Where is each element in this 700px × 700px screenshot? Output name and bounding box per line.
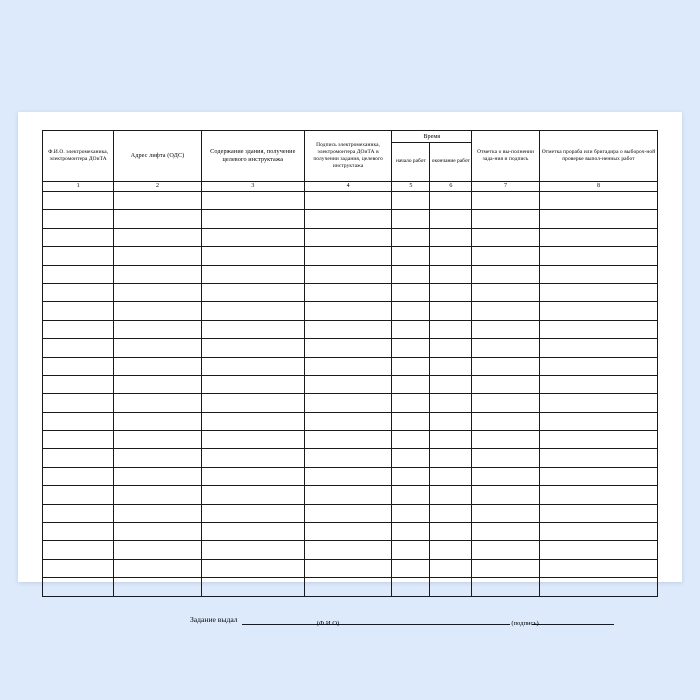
column-header-6: окончание работ bbox=[430, 143, 472, 182]
table-cell[interactable] bbox=[539, 192, 657, 210]
table-cell[interactable] bbox=[114, 357, 201, 375]
table-cell[interactable] bbox=[472, 210, 540, 228]
table-cell[interactable] bbox=[472, 339, 540, 357]
table-cell[interactable] bbox=[392, 228, 430, 246]
table-cell[interactable] bbox=[43, 228, 114, 246]
table-cell[interactable] bbox=[472, 394, 540, 412]
table-cell[interactable] bbox=[43, 541, 114, 559]
table-row bbox=[43, 192, 658, 210]
table-cell[interactable] bbox=[392, 339, 430, 357]
table-cell[interactable] bbox=[392, 283, 430, 301]
column-header-7: Отметка о вы-полнении зада-ния и подпись bbox=[472, 131, 540, 182]
table-cell[interactable] bbox=[539, 339, 657, 357]
table-row bbox=[43, 265, 658, 283]
table-cell[interactable] bbox=[539, 467, 657, 485]
table-cell[interactable] bbox=[304, 302, 391, 320]
table-cell[interactable] bbox=[392, 320, 430, 338]
table-cell[interactable] bbox=[114, 394, 201, 412]
table-cell[interactable] bbox=[43, 578, 114, 596]
table-cell[interactable] bbox=[114, 578, 201, 596]
document-sheet bbox=[18, 112, 682, 627]
table-cell[interactable] bbox=[472, 504, 540, 522]
task-issued-label: Задание выдал bbox=[190, 614, 238, 624]
column-number-4: 4 bbox=[304, 182, 391, 192]
table-cell[interactable] bbox=[539, 247, 657, 265]
table-cell[interactable] bbox=[539, 504, 657, 522]
table-cell[interactable] bbox=[114, 486, 201, 504]
table-cell[interactable] bbox=[392, 559, 430, 577]
table-cell[interactable] bbox=[114, 302, 201, 320]
table-cell[interactable] bbox=[472, 357, 540, 375]
table-cell[interactable] bbox=[43, 210, 114, 228]
table-cell[interactable] bbox=[472, 412, 540, 430]
table-cell[interactable] bbox=[392, 247, 430, 265]
table-cell[interactable] bbox=[430, 210, 472, 228]
table-cell[interactable] bbox=[430, 523, 472, 541]
table-cell[interactable] bbox=[43, 339, 114, 357]
table-cell[interactable] bbox=[304, 265, 391, 283]
table-cell[interactable] bbox=[43, 265, 114, 283]
fio-caption: (Ф И О) bbox=[316, 619, 340, 627]
table-cell[interactable] bbox=[539, 559, 657, 577]
table-cell[interactable] bbox=[201, 431, 304, 449]
table-cell[interactable] bbox=[472, 486, 540, 504]
table-cell[interactable] bbox=[304, 431, 391, 449]
table-cell[interactable] bbox=[430, 283, 472, 301]
table-cell[interactable] bbox=[430, 320, 472, 338]
table-cell[interactable] bbox=[304, 357, 391, 375]
table-cell[interactable] bbox=[430, 559, 472, 577]
table-cell[interactable] bbox=[472, 467, 540, 485]
table-cell[interactable] bbox=[430, 431, 472, 449]
table-cell[interactable] bbox=[472, 265, 540, 283]
header-row-numbers bbox=[43, 182, 658, 192]
table-cell[interactable] bbox=[430, 228, 472, 246]
table-cell[interactable] bbox=[114, 541, 201, 559]
table-cell[interactable] bbox=[392, 375, 430, 393]
table-cell[interactable] bbox=[430, 265, 472, 283]
table-cell[interactable] bbox=[114, 339, 201, 357]
table-cell[interactable] bbox=[114, 375, 201, 393]
table-cell[interactable] bbox=[472, 228, 540, 246]
table-cell[interactable] bbox=[430, 541, 472, 559]
table-cell[interactable] bbox=[114, 192, 201, 210]
table-cell[interactable] bbox=[392, 357, 430, 375]
table-head bbox=[43, 131, 658, 192]
table-cell[interactable] bbox=[472, 559, 540, 577]
column-number-5: 5 bbox=[392, 182, 430, 192]
table-cell[interactable] bbox=[539, 357, 657, 375]
table-cell[interactable] bbox=[201, 486, 304, 504]
footer-signature-area bbox=[42, 601, 658, 655]
table-cell[interactable] bbox=[430, 394, 472, 412]
table-cell[interactable] bbox=[304, 449, 391, 467]
table-cell[interactable] bbox=[430, 486, 472, 504]
table-cell[interactable] bbox=[392, 467, 430, 485]
table-cell[interactable] bbox=[430, 339, 472, 357]
column-header-2: Адрес лифта (ОДС) bbox=[114, 131, 201, 182]
table-cell[interactable] bbox=[43, 247, 114, 265]
table-row bbox=[43, 302, 658, 320]
footer-captions bbox=[42, 620, 658, 627]
table-cell[interactable] bbox=[304, 247, 391, 265]
signature-caption: (подпись) bbox=[511, 619, 539, 627]
table-cell[interactable] bbox=[43, 375, 114, 393]
table-row bbox=[43, 357, 658, 375]
table-cell[interactable] bbox=[43, 467, 114, 485]
table-cell[interactable] bbox=[430, 247, 472, 265]
column-number-3: 3 bbox=[201, 182, 304, 192]
table-cell[interactable] bbox=[304, 467, 391, 485]
table-cell[interactable] bbox=[43, 559, 114, 577]
table-cell[interactable] bbox=[472, 375, 540, 393]
table-cell[interactable] bbox=[201, 247, 304, 265]
table-cell[interactable] bbox=[201, 467, 304, 485]
table-cell[interactable] bbox=[201, 210, 304, 228]
table-cell[interactable] bbox=[392, 431, 430, 449]
sheet-content bbox=[42, 130, 658, 627]
table-cell[interactable] bbox=[114, 523, 201, 541]
table-cell[interactable] bbox=[201, 192, 304, 210]
table-cell[interactable] bbox=[539, 486, 657, 504]
table-cell[interactable] bbox=[430, 578, 472, 596]
table-cell[interactable] bbox=[430, 357, 472, 375]
table-cell[interactable] bbox=[392, 412, 430, 430]
column-group-header-time: Время bbox=[392, 131, 472, 143]
table-cell[interactable] bbox=[201, 302, 304, 320]
table-cell[interactable] bbox=[430, 375, 472, 393]
table-cell[interactable] bbox=[114, 265, 201, 283]
table-cell[interactable] bbox=[114, 449, 201, 467]
table-cell[interactable] bbox=[472, 541, 540, 559]
table-cell[interactable] bbox=[43, 486, 114, 504]
table-cell[interactable] bbox=[43, 302, 114, 320]
table-cell[interactable] bbox=[304, 541, 391, 559]
table-cell[interactable] bbox=[114, 412, 201, 430]
table-cell[interactable] bbox=[472, 523, 540, 541]
table-cell[interactable] bbox=[43, 357, 114, 375]
table-cell[interactable] bbox=[43, 320, 114, 338]
table-cell[interactable] bbox=[201, 394, 304, 412]
table-row bbox=[43, 283, 658, 301]
table-cell[interactable] bbox=[392, 449, 430, 467]
table-cell[interactable] bbox=[392, 210, 430, 228]
table-cell[interactable] bbox=[392, 265, 430, 283]
table-cell[interactable] bbox=[201, 559, 304, 577]
table-cell[interactable] bbox=[430, 192, 472, 210]
column-number-2: 2 bbox=[114, 182, 201, 192]
table-cell[interactable] bbox=[539, 265, 657, 283]
table-row bbox=[43, 228, 658, 246]
table-cell[interactable] bbox=[539, 412, 657, 430]
table-cell[interactable] bbox=[539, 578, 657, 596]
table-cell[interactable] bbox=[539, 302, 657, 320]
table-row bbox=[43, 578, 658, 596]
table-row bbox=[43, 504, 658, 522]
table-cell[interactable] bbox=[539, 320, 657, 338]
table-cell[interactable] bbox=[201, 228, 304, 246]
table-cell[interactable] bbox=[539, 394, 657, 412]
table-cell[interactable] bbox=[114, 283, 201, 301]
table-cell[interactable] bbox=[43, 283, 114, 301]
table-cell[interactable] bbox=[539, 541, 657, 559]
table-cell[interactable] bbox=[304, 394, 391, 412]
column-header-3: Содержание здания, получение целевого инструктажа bbox=[201, 131, 304, 182]
column-header-1: Ф.И.О. электромеханика, электромонтера ДОиТА bbox=[43, 131, 114, 182]
table-cell[interactable] bbox=[472, 449, 540, 467]
work-assignment-table bbox=[42, 130, 658, 597]
table-cell[interactable] bbox=[114, 228, 201, 246]
table-cell[interactable] bbox=[472, 192, 540, 210]
table-cell[interactable] bbox=[201, 283, 304, 301]
table-cell[interactable] bbox=[539, 283, 657, 301]
table-cell[interactable] bbox=[304, 375, 391, 393]
column-number-7: 7 bbox=[472, 182, 540, 192]
table-cell[interactable] bbox=[392, 578, 430, 596]
table-cell[interactable] bbox=[539, 449, 657, 467]
column-header-8: Отметка прораба или бригадира о выбороч-ной проверке выпол-ненных работ bbox=[539, 131, 657, 182]
table-cell[interactable] bbox=[472, 283, 540, 301]
table-cell[interactable] bbox=[201, 504, 304, 522]
table-cell[interactable] bbox=[304, 192, 391, 210]
column-number-8: 8 bbox=[539, 182, 657, 192]
table-cell[interactable] bbox=[114, 247, 201, 265]
table-cell[interactable] bbox=[201, 412, 304, 430]
table-cell[interactable] bbox=[201, 265, 304, 283]
table-cell[interactable] bbox=[304, 228, 391, 246]
table-cell[interactable] bbox=[304, 320, 391, 338]
table-cell[interactable] bbox=[304, 283, 391, 301]
table-row bbox=[43, 467, 658, 485]
table-row bbox=[43, 523, 658, 541]
table-cell[interactable] bbox=[114, 559, 201, 577]
table-cell[interactable] bbox=[43, 449, 114, 467]
table-cell[interactable] bbox=[430, 412, 472, 430]
table-row bbox=[43, 431, 658, 449]
table-cell[interactable] bbox=[304, 412, 391, 430]
table-row bbox=[43, 412, 658, 430]
table-cell[interactable] bbox=[43, 523, 114, 541]
table-cell[interactable] bbox=[392, 504, 430, 522]
table-cell[interactable] bbox=[430, 467, 472, 485]
table-cell[interactable] bbox=[392, 302, 430, 320]
table-cell[interactable] bbox=[114, 467, 201, 485]
table-cell[interactable] bbox=[201, 541, 304, 559]
table-cell[interactable] bbox=[43, 412, 114, 430]
table-cell[interactable] bbox=[392, 394, 430, 412]
table-cell[interactable] bbox=[539, 523, 657, 541]
table-cell[interactable] bbox=[392, 486, 430, 504]
table-cell[interactable] bbox=[392, 541, 430, 559]
header-row-titles bbox=[43, 131, 658, 143]
column-header-5: начало работ bbox=[392, 143, 430, 182]
table-cell[interactable] bbox=[304, 578, 391, 596]
column-number-1: 1 bbox=[43, 182, 114, 192]
table-body bbox=[43, 192, 658, 597]
table-cell[interactable] bbox=[114, 431, 201, 449]
table-cell[interactable] bbox=[114, 320, 201, 338]
table-cell[interactable] bbox=[539, 375, 657, 393]
table-cell[interactable] bbox=[43, 192, 114, 210]
table-cell[interactable] bbox=[430, 449, 472, 467]
table-cell[interactable] bbox=[472, 302, 540, 320]
table-cell[interactable] bbox=[304, 339, 391, 357]
table-row bbox=[43, 486, 658, 504]
table-row bbox=[43, 449, 658, 467]
table-cell[interactable] bbox=[304, 523, 391, 541]
table-cell[interactable] bbox=[539, 431, 657, 449]
table-row bbox=[43, 247, 658, 265]
table-row bbox=[43, 339, 658, 357]
table-cell[interactable] bbox=[304, 486, 391, 504]
table-row bbox=[43, 394, 658, 412]
table-row bbox=[43, 210, 658, 228]
table-cell[interactable] bbox=[201, 339, 304, 357]
table-cell[interactable] bbox=[539, 228, 657, 246]
table-cell[interactable] bbox=[201, 578, 304, 596]
table-cell[interactable] bbox=[430, 504, 472, 522]
table-cell[interactable] bbox=[472, 431, 540, 449]
table-cell[interactable] bbox=[43, 504, 114, 522]
table-cell[interactable] bbox=[539, 210, 657, 228]
table-cell[interactable] bbox=[392, 192, 430, 210]
table-cell[interactable] bbox=[114, 504, 201, 522]
table-cell[interactable] bbox=[201, 523, 304, 541]
table-cell[interactable] bbox=[304, 210, 391, 228]
table-cell[interactable] bbox=[114, 210, 201, 228]
table-cell[interactable] bbox=[304, 504, 391, 522]
table-cell[interactable] bbox=[392, 523, 430, 541]
table-cell[interactable] bbox=[304, 559, 391, 577]
column-header-4: Подпись электромеханика, электромонтера ДОиТА в получении задания, целевого инструктажа bbox=[304, 131, 391, 182]
table-cell[interactable] bbox=[201, 375, 304, 393]
table-cell[interactable] bbox=[472, 320, 540, 338]
table-cell[interactable] bbox=[472, 247, 540, 265]
table-cell[interactable] bbox=[43, 394, 114, 412]
table-row bbox=[43, 320, 658, 338]
table-cell[interactable] bbox=[43, 431, 114, 449]
table-cell[interactable] bbox=[201, 357, 304, 375]
table-row bbox=[43, 559, 658, 577]
table-cell[interactable] bbox=[472, 578, 540, 596]
table-row bbox=[43, 541, 658, 559]
table-cell[interactable] bbox=[201, 320, 304, 338]
table-row bbox=[43, 375, 658, 393]
table-cell[interactable] bbox=[201, 449, 304, 467]
table-cell[interactable] bbox=[430, 302, 472, 320]
column-number-6: 6 bbox=[430, 182, 472, 192]
